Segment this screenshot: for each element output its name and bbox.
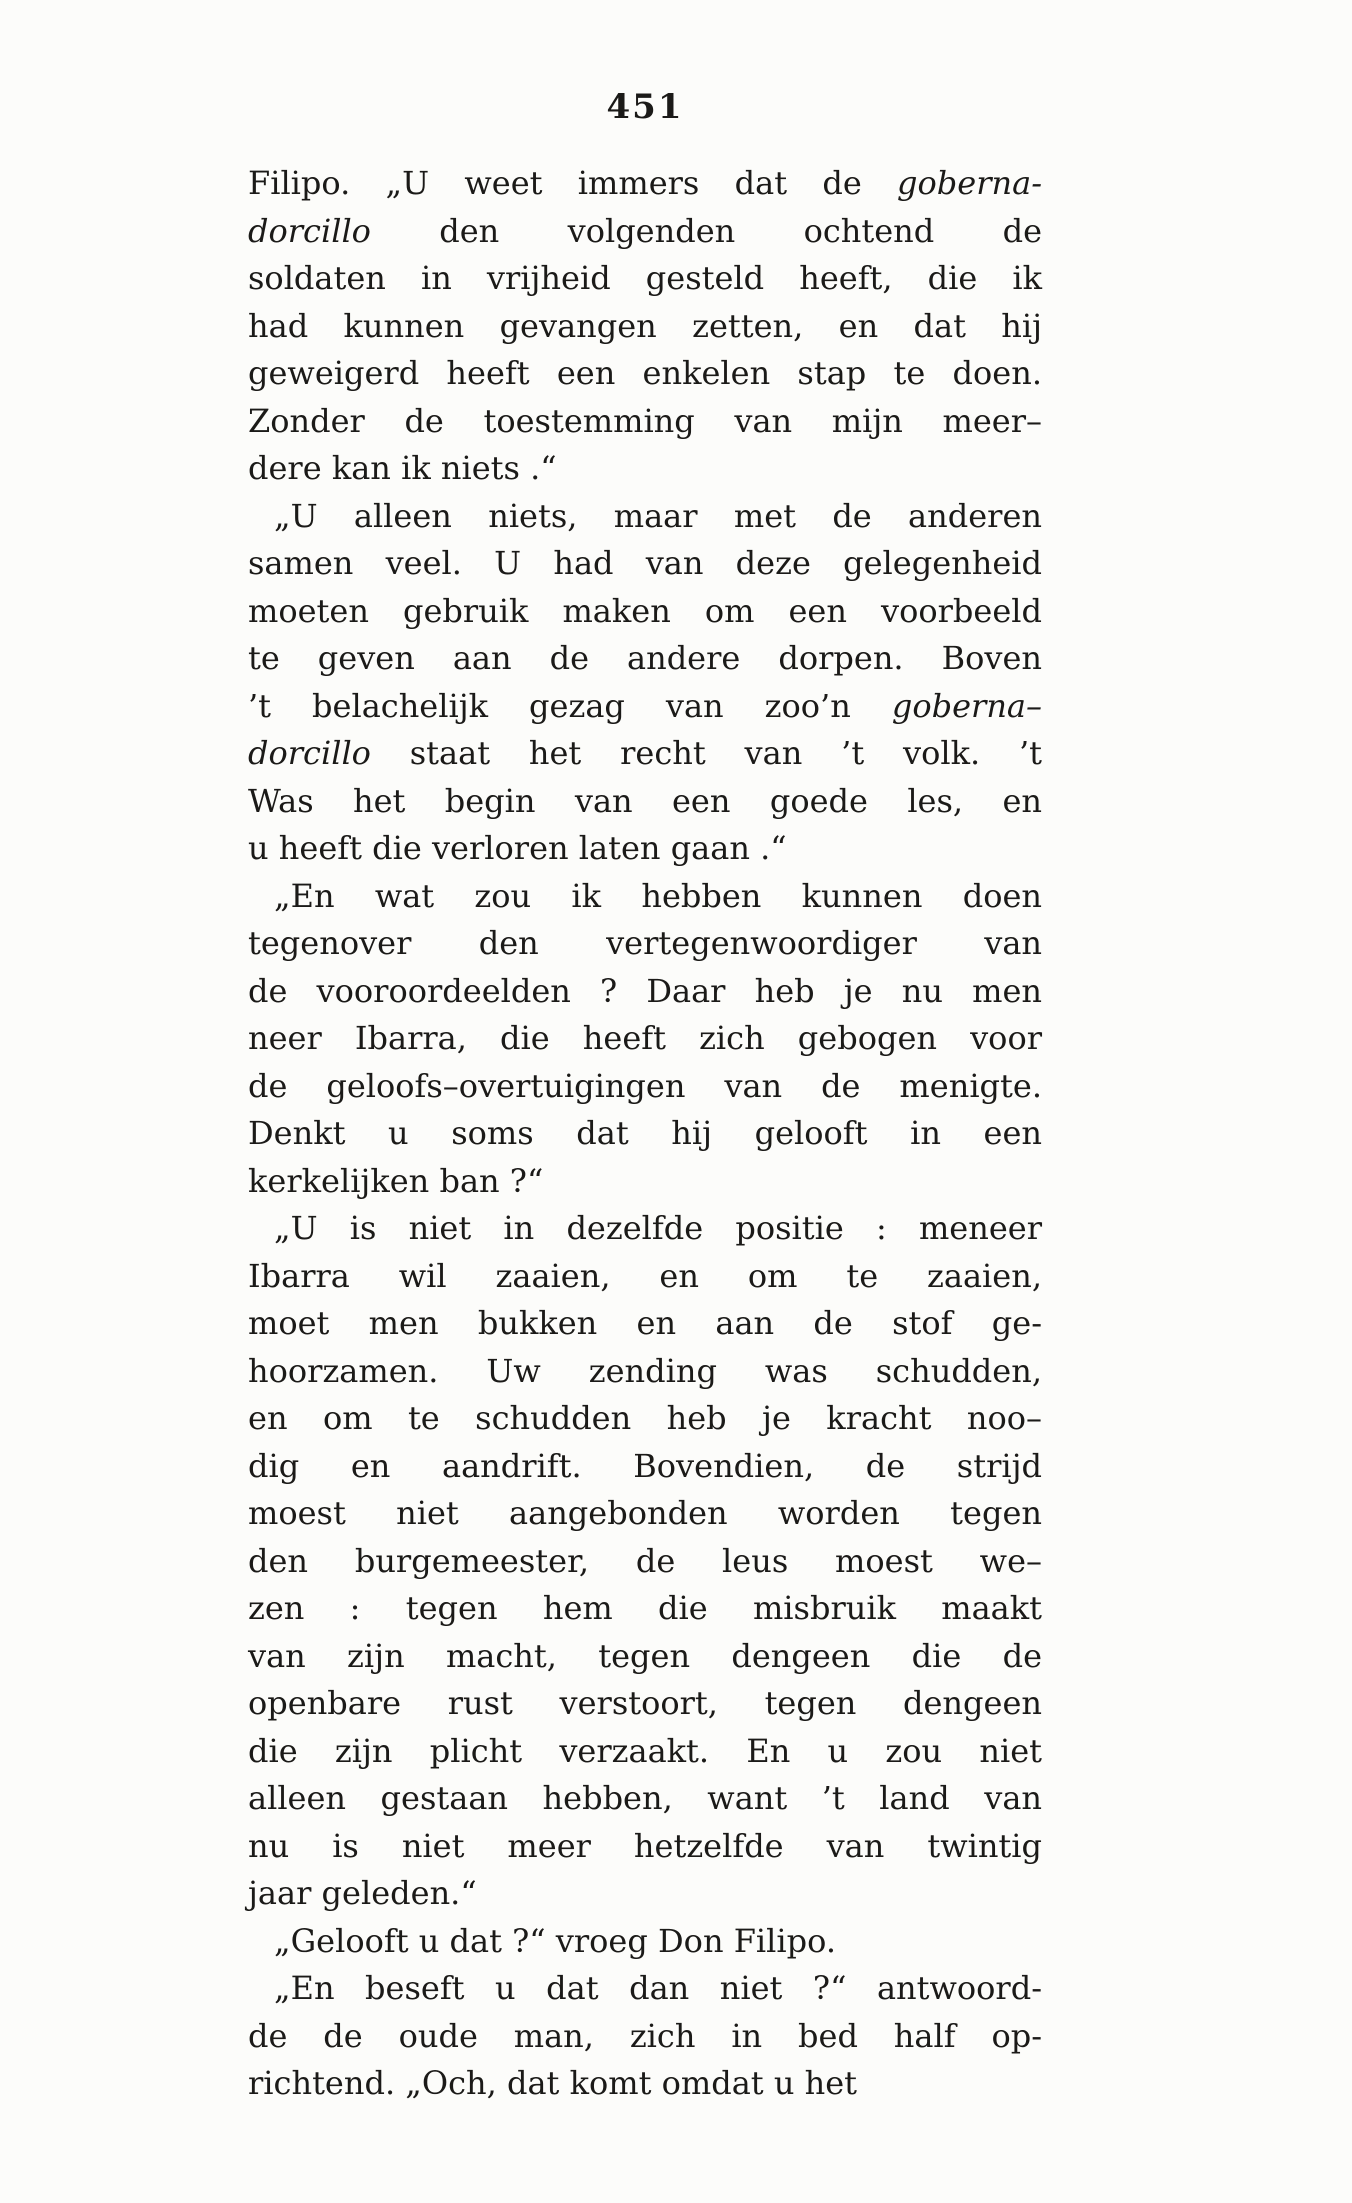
text-line: zen : tegen hem die misbruik maakt <box>248 1589 1042 1627</box>
text-line: openbare rust verstoort, tegen dengeen <box>248 1684 1042 1722</box>
text-line: Denkt u soms dat hij gelooft in een <box>248 1114 1042 1152</box>
text-run: den volgenden ochtend de <box>370 211 1042 250</box>
text-line <box>248 208 1042 256</box>
italic-text-run: dorcillo <box>248 211 371 250</box>
text-line <box>248 730 1042 778</box>
text-line: den burgemeester, de leus moest we– <box>248 1541 1042 1580</box>
text-line: jaar geleden.“ <box>248 1874 477 1912</box>
text-run: Filipo. „U weet immers dat de <box>248 164 898 202</box>
text-line: had kunnen gevangen zetten, en dat hij <box>248 306 1042 345</box>
text-line: de de oude man, zich in bed half op- <box>248 2016 1042 2055</box>
text-line: neer Ibarra, die heeft zich gebogen voor <box>248 1019 1042 1057</box>
text-line: de vooroordeelden ? Daar heb je nu men <box>248 971 1042 1010</box>
text-line: samen veel. U had van deze gelegenheid <box>248 544 1042 582</box>
text-line: „Gelooft u dat ?“ vroeg Don Filipo. <box>274 1921 836 1960</box>
text-line: u heeft die verloren laten gaan .“ <box>248 829 787 867</box>
text-line: Ibarra wil zaaien, en om te zaaien, <box>248 1256 1042 1295</box>
text-line: kerkelijken ban ?“ <box>248 1161 544 1200</box>
text-line: te geven aan de andere dorpen. Boven <box>248 639 1042 677</box>
text-line: de geloofs–overtuigingen van de menigte. <box>248 1066 1042 1105</box>
text-line: hoorzamen. Uw zending was schudden, <box>248 1351 1042 1390</box>
text-line: moet men bukken en aan de stof ge- <box>248 1304 1042 1342</box>
text-line: die zijn plicht verzaakt. En u zou niet <box>248 1731 1042 1770</box>
text-line: en om te schudden heb je kracht noo– <box>248 1399 1042 1437</box>
text-run: ’t belachelijk gezag van zoo’n <box>248 686 892 725</box>
text-line: tegenover den vertegenwoordiger van <box>248 924 1042 962</box>
text-line: soldaten in vrijheid gesteld heeft, die ik <box>248 259 1042 297</box>
text-run: staat het recht van ’t volk. ’t <box>370 734 1042 772</box>
text-line: nu is niet meer hetzelfde van twintig <box>248 1826 1042 1865</box>
italic-text-run: goberna- <box>897 164 1042 202</box>
text-line: alleen gestaan hebben, want ’t land van <box>248 1779 1042 1817</box>
text-line: moeten gebruik maken om een voorbeeld <box>248 591 1042 630</box>
text-line: moest niet aangebonden worden tegen <box>248 1494 1042 1532</box>
text-line: „U is niet in dezelfde positie : meneer <box>274 1209 1042 1247</box>
text-line: „En beseft u dat dan niet ?“ antwoord- <box>274 1969 1042 2007</box>
text-line: „En wat zou ik hebben kunnen doen <box>274 876 1042 915</box>
italic-text-run: goberna– <box>891 686 1042 725</box>
text-line: Zonder de toestemming van mijn meer– <box>248 401 1042 440</box>
text-line <box>248 683 1042 731</box>
page-number: 451 <box>606 87 684 127</box>
text-line: Was het begin van een goede les, en <box>248 781 1042 820</box>
text-line: richtend. „Och, dat komt omdat u het <box>248 2064 857 2102</box>
text-line: geweigerd heeft een enkelen stap te doen. <box>248 354 1042 392</box>
text-line: dere kan ik niets .“ <box>248 449 557 487</box>
text-line: „U alleen niets, maar met de anderen <box>274 496 1042 535</box>
text-block <box>248 87 1042 2108</box>
text-line <box>248 160 1042 208</box>
text-line: dig en aandrift. Bovendien, de strijd <box>248 1446 1042 1485</box>
italic-text-run: dorcillo <box>248 734 371 772</box>
text-line: van zijn macht, tegen dengeen die de <box>248 1636 1042 1675</box>
